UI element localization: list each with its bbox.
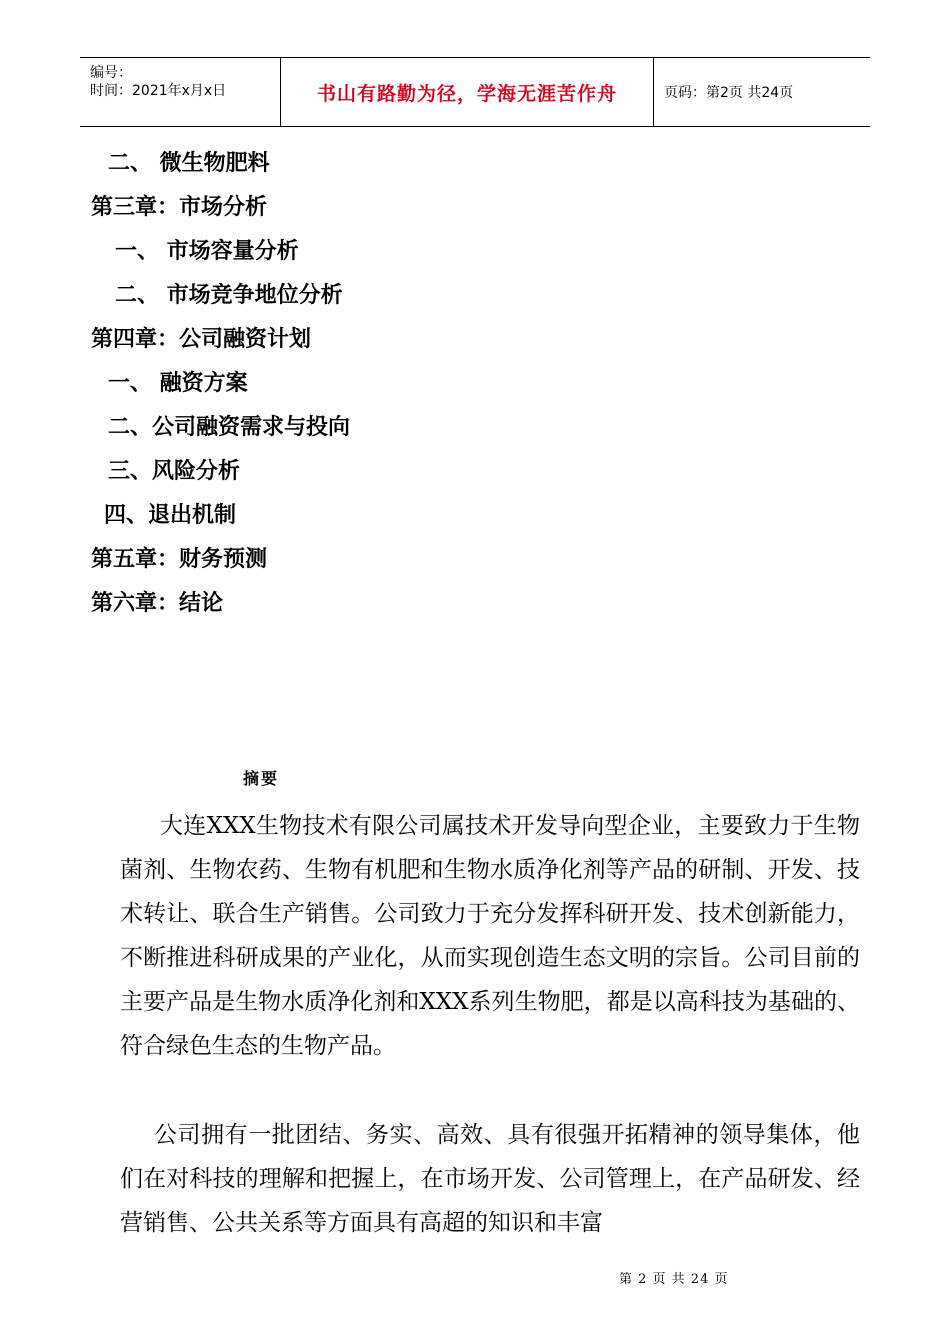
abstract-paragraph: 公司拥有一批团结、务实、高效、具有很强开拓精神的领导集体，他们在对科技的理解和把握上，在市场开发、公司管理上，在产品研发、经营销售、公共关系等方面具有高超的知识和丰富 (120, 1122, 860, 1236)
number-label: 编号： (90, 65, 132, 81)
header-motto-cell (281, 58, 654, 126)
abstract-paragraph: 大连XXX生物技术有限公司属技术开发导向型企业，主要致力于生物菌剂、生物农药、生物有机肥和生物水质净化剂等产品的研制、开发、技术转让、联合生产销售。公司致力于充分发挥科研开发、技术创新能力，不断推进科研成果的产业化，从而实现创造生态文明的宗旨。公司目前的主要产品是生物水质净化剂和XXX系列生物肥，都是以高科技为基础的、符合绿色生态的生物产品。 (120, 813, 860, 1059)
abstract-title: 摘要 (243, 769, 280, 788)
toc-item[interactable]: 第四章：公司融资计划 (91, 327, 312, 352)
time-label: 时间：2021年x月x日 (90, 83, 227, 99)
page-label: 页码：第2页 共24页 (664, 85, 794, 101)
header-meta-cell (80, 58, 281, 126)
toc-item[interactable]: 二、公司融资需求与投向 (108, 415, 351, 440)
page-footer: 第 2 页 共 24 页 (619, 1272, 729, 1287)
toc-item[interactable]: 二、 市场竞争地位分析 (115, 283, 343, 308)
toc-item[interactable]: 第三章：市场分析 (91, 195, 268, 220)
toc-item[interactable]: 一、 市场容量分析 (115, 239, 299, 264)
toc-item[interactable]: 四、退出机制 (104, 503, 237, 528)
toc-item[interactable]: 一、 融资方案 (108, 371, 248, 396)
motto-text: 书山有路勤为径，学海无涯苦作舟 (316, 82, 617, 105)
toc-item[interactable]: 二、 微生物肥料 (108, 151, 270, 176)
header-page-cell (654, 58, 870, 126)
page-header (80, 57, 870, 127)
toc-item[interactable]: 第五章：财务预测 (91, 547, 268, 572)
toc-item[interactable]: 三、风险分析 (108, 459, 241, 484)
toc-item[interactable]: 第六章：结论 (91, 591, 224, 616)
